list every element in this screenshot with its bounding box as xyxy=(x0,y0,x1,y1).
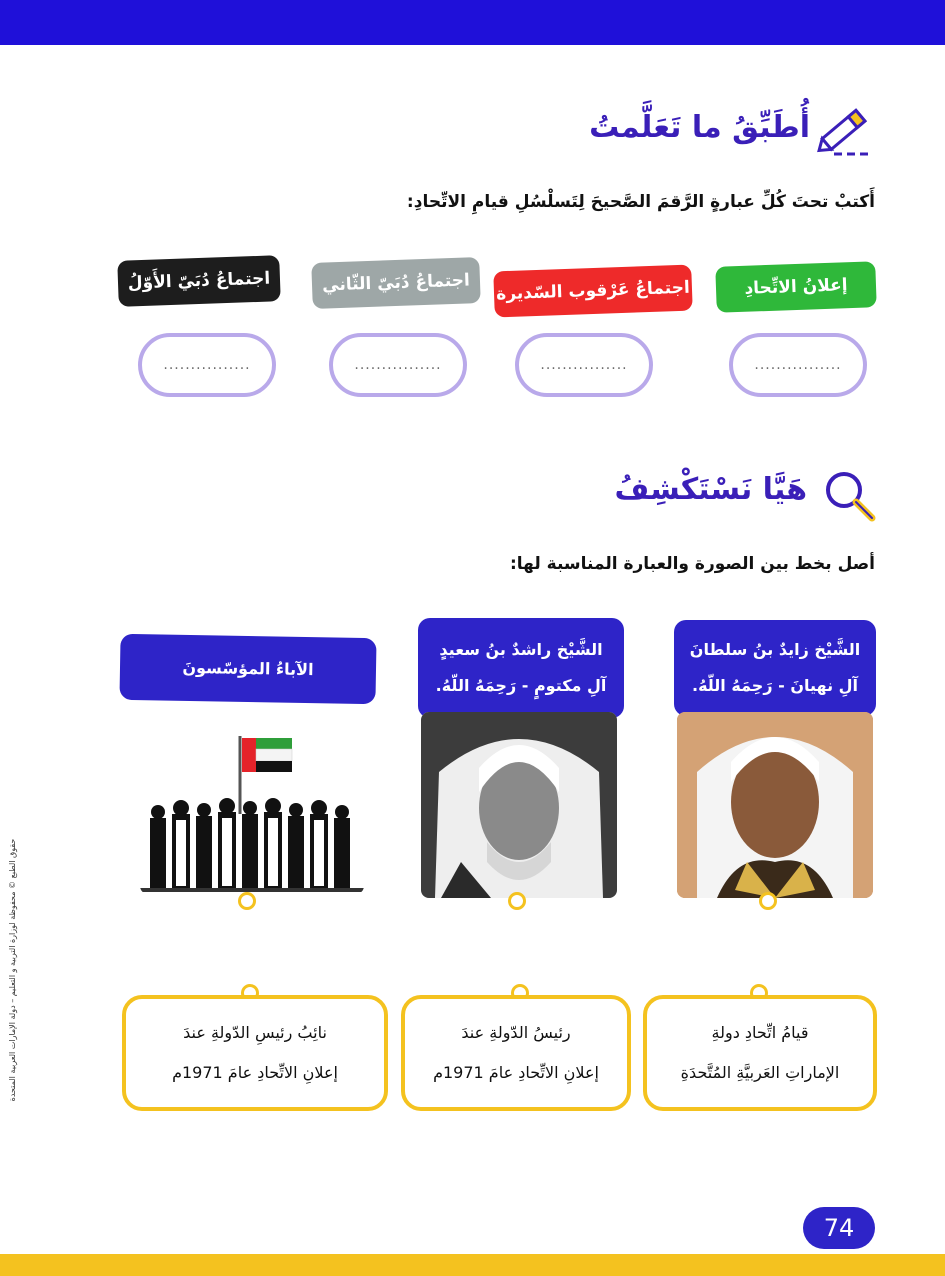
photo-sheikh-rashid xyxy=(421,712,617,898)
caption-founding-fathers xyxy=(119,634,376,704)
statement-box-2 xyxy=(401,995,631,1111)
caption-line: الشَّيْخ راشدٌ بنُ سعيدٍ xyxy=(439,640,603,659)
statement-box-3 xyxy=(122,995,388,1111)
statement-line: الإماراتِ العَربيَّةِ المُتَّحدَةِ xyxy=(680,1063,840,1082)
connect-dot-zayed[interactable] xyxy=(759,892,777,910)
tag-arqoub-meeting: اجتماعُ عَرْقوب السّديرة xyxy=(493,265,692,318)
photo-sheikh-zayed xyxy=(677,712,873,898)
section2-instruction: أصل بخط بين الصورة والعبارة المناسبة لها: xyxy=(509,554,875,574)
statement-box-1 xyxy=(643,995,877,1111)
tag-union-declaration: إعلانُ الاتِّحادِ xyxy=(715,261,877,313)
connect-dot-rashid[interactable] xyxy=(508,892,526,910)
caption-line: الشَّيْخ زايدٌ بنُ سلطانَ xyxy=(689,640,861,659)
statement-line: إعلانِ الاتِّحادِ عامَ 1971م xyxy=(172,1063,338,1082)
section1-instruction: أَكتبْ تحتَ كُلِّ عبارةٍ الرَّقمَ الصَّحيحَ لِتَسلْسُلِ قيامِ الاتِّحادِ: xyxy=(406,192,875,212)
photo-founding-fathers xyxy=(140,728,364,894)
connect-dot-founders[interactable] xyxy=(238,892,256,910)
caption-sheikh-zayed xyxy=(674,620,876,716)
statement-line: نائِبُ رئيسِ الدّولةِ عندَ xyxy=(183,1023,327,1042)
pencil-icon xyxy=(812,100,878,158)
answer-field-2[interactable]: ................ xyxy=(515,333,653,397)
caption-line: آلِ نهيانَ - رَحِمَهُ اللّهُ. xyxy=(691,676,859,695)
answer-field-1[interactable]: ................ xyxy=(729,333,867,397)
caption-line: آلِ مكتومٍ - رَحِمَهُ اللّهُ. xyxy=(435,676,607,695)
magnifier-icon xyxy=(822,468,878,524)
answer-field-3[interactable]: ................ xyxy=(329,333,467,397)
caption-sheikh-rashid xyxy=(418,618,624,718)
statement-line: رئيسُ الدّولةِ عندَ xyxy=(461,1023,571,1042)
answer-field-4[interactable]: ................ xyxy=(138,333,276,397)
tag-dubai-first-meeting: اجتماعُ دُبَيّ الأَوّلُ xyxy=(117,255,281,307)
section2-title: هَيَّا نَسْتَكْشِفُ xyxy=(614,472,807,507)
page-number: 74 xyxy=(803,1207,875,1249)
section1-title: أُطَبِّقُ ما تَعَلَّمتُ xyxy=(589,110,810,145)
statement-line: إعلانِ الاتِّحادِ عامَ 1971م xyxy=(433,1063,599,1082)
tag-dubai-second-meeting: اجتماعُ دُبَيّ الثّاني xyxy=(311,257,481,309)
bottom-bar xyxy=(0,1254,945,1276)
top-bar xyxy=(0,0,945,45)
statement-line: قيامُ اتِّحادِ دولةِ xyxy=(711,1023,809,1042)
copyright-note: حقوق الطبع © محفوظة لوزارة التربية و التعليم – دولة الإمارات العربية المتحدة xyxy=(8,838,17,1102)
caption-line: الآباءُ المؤسّسونَ xyxy=(182,657,314,680)
